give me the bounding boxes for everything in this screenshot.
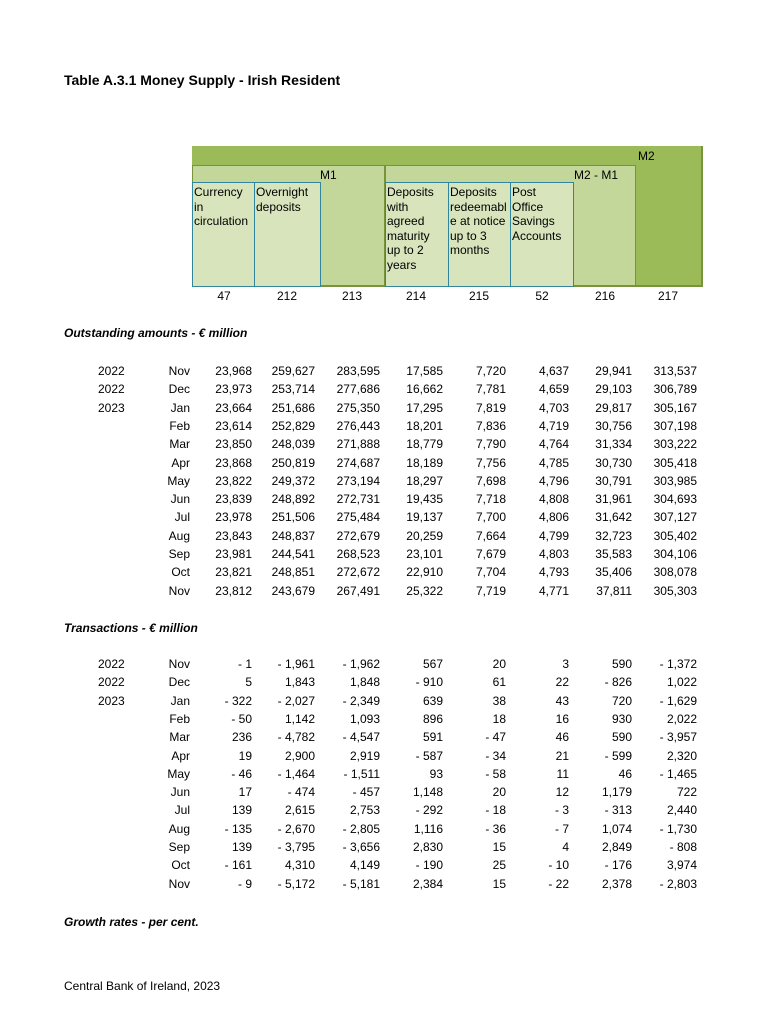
table-cell: - 34: [485, 748, 506, 763]
table-cell: 271,888: [336, 437, 380, 452]
table-cell: 277,686: [336, 382, 380, 397]
row-year: 2023: [98, 693, 125, 708]
header-post-office-savings: Post Office Savings Accounts: [510, 182, 574, 287]
header-deposits-redeemable: Deposits redeemabl e at notice up to 3 months: [448, 182, 511, 287]
table-cell: 23,664: [215, 400, 252, 415]
row-month: Jan: [170, 693, 190, 708]
table-cell: - 1,372: [659, 657, 697, 671]
table-cell: - 22: [548, 876, 569, 891]
table-cell: - 1,464: [277, 766, 315, 781]
table-row: [0, 529, 768, 546]
table-row: [0, 675, 768, 692]
table-row: [0, 565, 768, 582]
table-cell: 275,484: [336, 510, 380, 525]
table-cell: 37,811: [596, 583, 632, 598]
series-code: 217: [657, 289, 679, 303]
table-cell: 248,892: [271, 492, 315, 507]
table-row: [0, 840, 768, 857]
table-cell: 4,793: [538, 565, 569, 580]
row-month: Oct: [171, 565, 190, 580]
table-cell: 16: [555, 711, 569, 726]
table-cell: 23,973: [215, 382, 252, 397]
table-cell: 18,189: [406, 455, 443, 470]
table-cell: - 1,629: [659, 693, 697, 708]
table-cell: 17,295: [406, 400, 443, 415]
table-cell: - 18: [485, 803, 506, 818]
series-code: 216: [594, 289, 616, 303]
table-cell: 639: [422, 693, 443, 708]
table-cell: - 3,795: [277, 840, 315, 854]
table-cell: 7,679: [475, 547, 506, 561]
table-cell: 23,978: [215, 510, 252, 525]
table-cell: 1,022: [666, 675, 697, 690]
table-cell: 17,585: [406, 364, 443, 378]
table-cell: 32,723: [595, 528, 632, 543]
table-cell: 18,297: [406, 473, 443, 488]
row-month: Jan: [170, 400, 190, 415]
table-cell: 2,320: [666, 748, 697, 763]
table-row: [0, 657, 768, 674]
table-cell: 30,756: [595, 418, 632, 433]
table-cell: 2,919: [349, 748, 380, 763]
table-cell: - 2,805: [342, 821, 380, 836]
table-cell: 236: [231, 730, 252, 745]
table-cell: 307,198: [653, 418, 697, 433]
table-cell: 244,541: [271, 547, 315, 561]
table-cell: 23,968: [215, 364, 252, 378]
row-month: Dec: [168, 382, 190, 397]
table-row: [0, 712, 768, 729]
table-cell: 38: [492, 693, 506, 708]
table-cell: 1,142: [284, 711, 315, 726]
row-month: Jun: [170, 785, 190, 800]
table-cell: 35,583: [595, 547, 632, 561]
m2-label: M2: [638, 149, 655, 163]
table-cell: 23,101: [406, 547, 443, 561]
table-cell: - 3,656: [342, 840, 380, 854]
series-code: 212: [276, 289, 298, 303]
table-row: [0, 584, 768, 601]
table-cell: 22: [555, 675, 569, 690]
table-cell: - 587: [415, 748, 443, 763]
table-cell: 273,194: [336, 473, 380, 488]
table-cell: - 2,670: [277, 821, 315, 836]
table-cell: 268,523: [336, 547, 380, 561]
table-cell: 4,637: [538, 364, 569, 378]
row-month: Apr: [171, 748, 190, 763]
table-cell: 7,664: [475, 528, 506, 543]
table-cell: 2,440: [666, 803, 697, 818]
table-cell: 3: [562, 657, 569, 671]
table-row: [0, 419, 768, 436]
table-cell: 7,781: [475, 382, 506, 397]
table-cell: 590: [611, 730, 632, 745]
table-cell: 19,137: [406, 510, 443, 525]
table-cell: - 135: [224, 821, 252, 836]
row-month: Jul: [174, 510, 190, 525]
table-header: [192, 146, 703, 287]
table-cell: 305,167: [653, 400, 697, 415]
row-month: Nov: [168, 364, 190, 378]
row-month: Jun: [170, 492, 190, 507]
table-cell: 139: [231, 803, 252, 818]
table-cell: - 3: [554, 803, 569, 818]
table-cell: - 4,547: [342, 730, 380, 745]
table-cell: 18,779: [406, 437, 443, 452]
table-cell: 5: [245, 675, 252, 690]
table-cell: 313,537: [653, 364, 697, 378]
table-cell: 46: [618, 766, 632, 781]
row-year: 2022: [98, 675, 125, 690]
table-cell: 23,981: [215, 547, 252, 561]
table-cell: 4,771: [538, 583, 569, 598]
table-cell: 18: [492, 711, 506, 726]
table-cell: 259,627: [271, 364, 315, 378]
table-cell: - 1,962: [342, 657, 380, 671]
table-cell: - 2,349: [342, 693, 380, 708]
table-cell: - 808: [669, 840, 697, 854]
row-month: Mar: [169, 437, 190, 452]
table-cell: - 58: [485, 766, 506, 781]
table-cell: 46: [555, 730, 569, 745]
table-cell: - 1,961: [277, 657, 315, 671]
series-code: 52: [535, 289, 549, 303]
row-month: Aug: [168, 528, 190, 543]
table-cell: 303,985: [653, 473, 697, 488]
row-month: Oct: [171, 858, 190, 873]
table-cell: 31,961: [595, 492, 632, 507]
table-cell: 25: [492, 858, 506, 873]
table-row: [0, 492, 768, 509]
table-row: [0, 822, 768, 839]
table-cell: 2,830: [412, 840, 443, 854]
row-month: Mar: [169, 730, 190, 745]
table-cell: 722: [676, 785, 697, 800]
header-currency-in-circulation: Currency in circulation: [192, 182, 255, 287]
row-year: 2023: [98, 400, 125, 415]
table-cell: 15: [492, 876, 506, 891]
table-cell: 248,039: [271, 437, 315, 452]
table-cell: - 1,511: [343, 766, 380, 781]
table-cell: 16,662: [406, 382, 443, 397]
table-cell: 7,720: [475, 364, 506, 378]
row-month: Apr: [171, 455, 190, 470]
table-cell: 2,022: [666, 711, 697, 726]
row-month: May: [167, 766, 190, 781]
table-cell: 275,350: [336, 400, 380, 415]
row-month: Nov: [168, 657, 190, 671]
table-cell: 23,614: [215, 418, 252, 433]
table-cell: - 1,730: [659, 821, 697, 836]
row-month: May: [167, 473, 190, 488]
table-cell: 1,148: [412, 785, 443, 800]
table-cell: - 2,803: [659, 876, 697, 891]
table-cell: 4,808: [538, 492, 569, 507]
table-cell: 7,718: [475, 492, 506, 507]
table-cell: - 161: [224, 858, 252, 873]
table-cell: 29,817: [595, 400, 632, 415]
table-cell: - 9: [237, 876, 252, 891]
table-cell: 590: [611, 657, 632, 671]
table-cell: 7,790: [475, 437, 506, 452]
table-cell: 23,843: [215, 528, 252, 543]
table-cell: 253,714: [271, 382, 315, 397]
table-cell: 720: [611, 693, 632, 708]
row-month: Nov: [168, 583, 190, 598]
table-cell: 4,659: [538, 382, 569, 397]
m1-label: M1: [320, 168, 337, 182]
table-cell: 1,179: [601, 785, 632, 800]
header-deposits-agreed-maturity: Deposits with agreed maturity up to 2 years: [385, 182, 449, 287]
table-cell: 304,106: [653, 547, 697, 561]
table-cell: 23,868: [215, 455, 252, 470]
table-row: [0, 767, 768, 784]
table-cell: 12: [555, 785, 569, 800]
table-cell: 2,900: [284, 748, 315, 763]
table-cell: 19: [238, 748, 252, 763]
table-cell: 4: [562, 840, 569, 854]
table-cell: 307,127: [653, 510, 697, 525]
table-cell: 23,812: [215, 583, 252, 598]
table-row: [0, 785, 768, 802]
table-cell: 20,259: [406, 528, 443, 543]
row-year: 2022: [98, 364, 125, 378]
table-cell: 7,700: [475, 510, 506, 525]
table-cell: 1,843: [284, 675, 315, 690]
table-cell: - 2,027: [277, 693, 315, 708]
table-cell: 21: [555, 748, 569, 763]
table-cell: 139: [231, 840, 252, 854]
series-code: 213: [341, 289, 363, 303]
table-cell: 249,372: [271, 473, 315, 488]
table-cell: 4,803: [538, 547, 569, 561]
table-cell: 15: [492, 840, 506, 854]
table-cell: - 190: [415, 858, 443, 873]
table-cell: - 4,782: [277, 730, 315, 745]
table-cell: 23,822: [215, 473, 252, 488]
table-cell: - 10: [548, 858, 569, 873]
table-cell: 93: [429, 766, 443, 781]
table-cell: 251,686: [271, 400, 315, 415]
footer-source: Central Bank of Ireland, 2023: [64, 979, 221, 993]
table-cell: 267,491: [336, 583, 380, 598]
table-cell: - 176: [604, 858, 632, 873]
table-cell: 4,785: [538, 455, 569, 470]
row-month: Feb: [169, 711, 190, 726]
table-row: [0, 510, 768, 527]
table-cell: - 313: [604, 803, 632, 818]
table-cell: - 457: [352, 785, 380, 800]
header-overnight-deposits: Overnight deposits: [254, 182, 321, 287]
table-cell: 2,615: [284, 803, 315, 818]
table-cell: 248,851: [271, 565, 315, 580]
row-month: Dec: [168, 675, 190, 690]
table-row: [0, 401, 768, 418]
table-cell: 591: [422, 730, 443, 745]
m2-minus-m1-label: M2 - M1: [574, 168, 619, 182]
table-cell: 243,679: [271, 583, 315, 598]
section-outstanding-amounts: Outstanding amounts - € million: [64, 326, 248, 340]
table-cell: 4,149: [349, 858, 380, 873]
table-cell: 4,806: [538, 510, 569, 525]
table-cell: 306,789: [653, 382, 697, 397]
table-cell: 304,693: [653, 492, 697, 507]
row-month: Aug: [168, 821, 190, 836]
table-row: [0, 456, 768, 473]
table-cell: - 36: [485, 821, 506, 836]
table-cell: 29,103: [595, 382, 632, 397]
section-growth-rates: Growth rates - per cent.: [64, 915, 199, 929]
table-cell: - 5,172: [277, 876, 315, 891]
table-cell: 20: [492, 657, 506, 671]
table-cell: 567: [422, 657, 443, 671]
table-cell: 30,730: [595, 455, 632, 470]
series-code: 215: [468, 289, 490, 303]
table-cell: 930: [611, 711, 632, 726]
table-row: [0, 547, 768, 564]
table-cell: 4,703: [538, 400, 569, 415]
series-code: 47: [217, 289, 231, 303]
table-cell: - 292: [415, 803, 443, 818]
table-cell: 7,704: [475, 565, 506, 580]
table-row: [0, 364, 768, 381]
table-cell: 29,941: [595, 364, 632, 378]
section-transactions: Transactions - € million: [64, 621, 198, 635]
table-cell: 2,378: [601, 876, 632, 891]
table-cell: - 910: [415, 675, 443, 690]
table-cell: 3,974: [666, 858, 697, 873]
table-cell: 2,753: [349, 803, 380, 818]
table-cell: 1,074: [601, 821, 632, 836]
table-cell: - 46: [231, 766, 252, 781]
row-month: Sep: [168, 840, 190, 854]
table-cell: 250,819: [271, 455, 315, 470]
table-row: [0, 474, 768, 491]
table-cell: 23,821: [215, 565, 252, 580]
table-cell: 303,222: [653, 437, 697, 452]
table-row: [0, 803, 768, 820]
table-cell: - 322: [224, 693, 252, 708]
table-cell: 276,443: [336, 418, 380, 433]
table-cell: 1,093: [349, 711, 380, 726]
row-year: 2022: [98, 382, 125, 397]
row-year: 2022: [98, 657, 125, 671]
table-row: [0, 437, 768, 454]
table-cell: - 826: [604, 675, 632, 690]
table-cell: 23,839: [215, 492, 252, 507]
table-cell: 7,719: [475, 583, 506, 598]
table-cell: 7,819: [475, 400, 506, 415]
table-cell: 305,402: [653, 528, 697, 543]
table-cell: - 1: [237, 657, 252, 671]
table-row: [0, 858, 768, 875]
table-row: [0, 382, 768, 399]
table-cell: 4,764: [538, 437, 569, 452]
table-cell: 1,848: [349, 675, 380, 690]
table-cell: 30,791: [595, 473, 632, 488]
table-cell: 283,595: [336, 364, 380, 378]
table-cell: - 7: [554, 821, 569, 836]
table-cell: - 50: [231, 711, 252, 726]
table-cell: 7,836: [475, 418, 506, 433]
table-row: [0, 694, 768, 711]
table-cell: 896: [422, 711, 443, 726]
table-row: [0, 749, 768, 766]
table-cell: 2,384: [412, 876, 443, 891]
table-cell: 35,406: [595, 565, 632, 580]
table-cell: 43: [555, 693, 569, 708]
table-cell: - 3,957: [659, 730, 697, 745]
table-cell: 22,910: [406, 565, 443, 580]
table-cell: 31,334: [595, 437, 632, 452]
table-cell: 251,506: [271, 510, 315, 525]
table-cell: 18,201: [406, 418, 443, 433]
table-cell: - 47: [485, 730, 506, 745]
table-cell: 31,642: [595, 510, 632, 525]
table-row: [0, 730, 768, 747]
row-month: Feb: [169, 418, 190, 433]
table-cell: 305,303: [653, 583, 697, 598]
series-code: 214: [405, 289, 427, 303]
table-cell: 2,849: [601, 840, 632, 854]
table-cell: 308,078: [653, 565, 697, 580]
row-month: Jul: [174, 803, 190, 818]
table-cell: - 599: [604, 748, 632, 763]
table-cell: 4,310: [284, 858, 315, 873]
table-cell: 4,796: [538, 473, 569, 488]
m2-group-band: [192, 146, 703, 165]
row-month: Nov: [168, 876, 190, 891]
m2-total-column: [636, 146, 703, 287]
table-cell: 272,672: [336, 565, 380, 580]
table-cell: 17: [238, 785, 252, 800]
table-cell: 4,799: [538, 528, 569, 543]
table-cell: 305,418: [653, 455, 697, 470]
table-cell: 25,322: [406, 583, 443, 598]
table-cell: 1,116: [413, 821, 443, 836]
table-cell: 272,731: [336, 492, 380, 507]
table-cell: 11: [556, 766, 569, 781]
table-cell: 7,698: [475, 473, 506, 488]
row-month: Sep: [168, 547, 190, 561]
table-cell: 252,829: [271, 418, 315, 433]
table-cell: - 474: [287, 785, 315, 800]
table-cell: 274,687: [336, 455, 380, 470]
table-cell: - 5,181: [342, 876, 380, 891]
table-cell: 23,850: [215, 437, 252, 452]
table-cell: 61: [492, 675, 506, 690]
table-cell: 20: [492, 785, 506, 800]
table-cell: 19,435: [406, 492, 443, 507]
table-cell: 272,679: [336, 528, 380, 543]
page-title: Table A.3.1 Money Supply - Irish Resident: [64, 72, 341, 88]
table-cell: - 1,465: [659, 766, 697, 781]
table-cell: 248,837: [271, 528, 315, 543]
table-cell: 4,719: [538, 418, 569, 433]
table-row: [0, 877, 768, 894]
table-cell: 7,756: [475, 455, 506, 470]
